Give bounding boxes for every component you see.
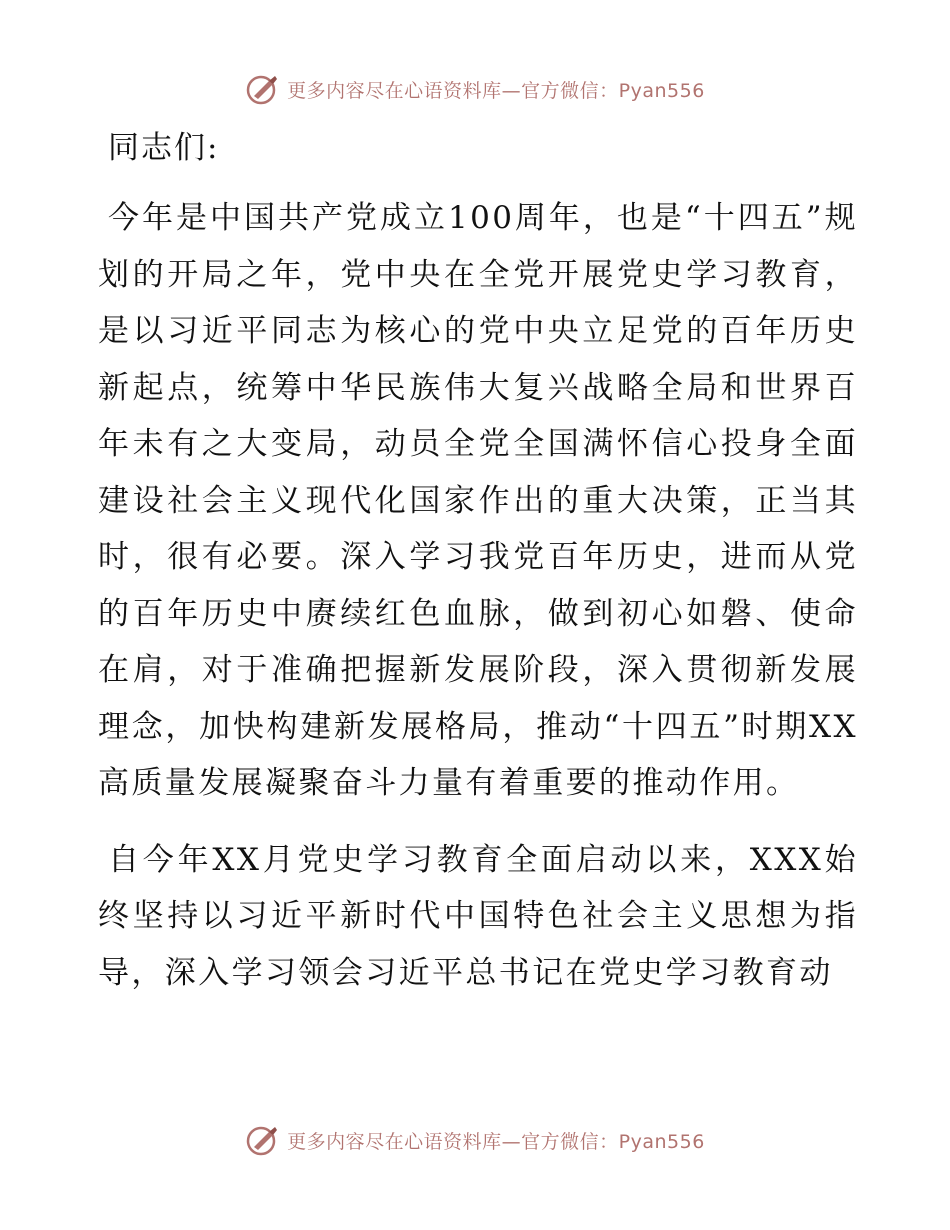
paragraph: 自今年XX月党史学习教育全面启动以来，XXX始终坚持以习近平新时代中国特色社会主义思想为指导，深入学习领会习近平总书记在党史学习教育动 — [98, 841, 858, 991]
pen-logo-icon — [245, 1123, 281, 1157]
header-watermark — [0, 72, 950, 106]
paragraph: 今年是中国共产党成立100周年，也是“十四五”规划的开局之年，党中央在全党开展党史学习教育，是以习近平同志为核心的党中央立足党的百年历史新起点，统筹中华民族伟大复兴战略全局和世界百年未有之大变局，动员全党全国满怀信心投身全面建设社会主义现代化国家作出的重大决策，正当其时，很有必要。深入学习我党百年历史，进而从党的百年历史中赓续红色血脉，做到初心如磐、使命在肩，对于准确把握新发展阶段，深入贯彻新发展理念，加快构建新发展格局，推动“十四五”时期XX高质量发展凝聚奋斗力量有着重要的推动作用。 — [98, 200, 858, 801]
salutation: 同志们: — [108, 130, 220, 166]
footer-watermark — [0, 1123, 950, 1157]
pen-logo-icon — [245, 72, 281, 106]
watermark-text: 更多内容尽在心语资料库—官方微信：Pyan556 — [287, 79, 705, 102]
document-body — [98, 128, 858, 1021]
watermark-text: 更多内容尽在心语资料库—官方微信：Pyan556 — [287, 1130, 705, 1153]
